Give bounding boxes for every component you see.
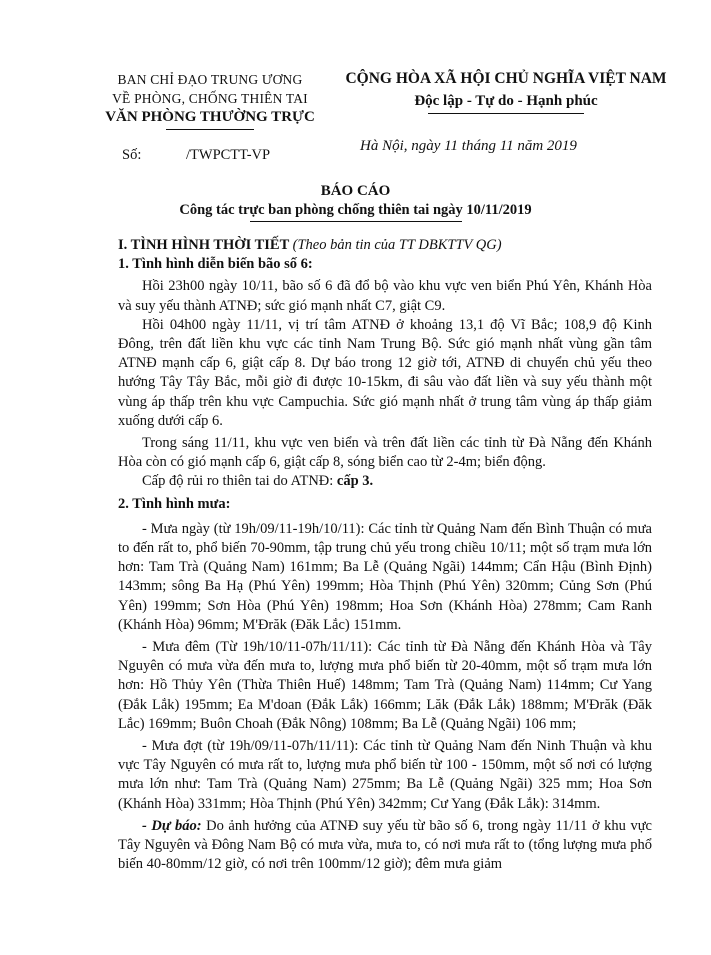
section-heading-text: I. TÌNH HÌNH THỜI TIẾT [118,237,289,253]
risk-level-text: Cấp độ rủi ro thiên tai do ATNĐ: [142,473,337,490]
country-name: CỘNG HÒA XÃ HỘI CHỦ NGHĨA VIỆT NAM [345,70,667,87]
section-heading-note: (Theo bản tin của TT DBKTTV QG) [292,237,502,253]
document-number [122,147,270,164]
paragraph: Trong sáng 11/11, khu vực ven biển và trên đất liền các tỉnh từ Đà Nẵng đến Khánh Hòa còn có gió mạnh cấp 6, giật cấp 8, sóng biển cao từ 2-4m; biển động. [118,435,652,471]
subsection-rain: 2. Tình hình mưa: [118,495,231,512]
report-title: BÁO CÁO [320,183,391,199]
risk-level-paragraph [118,472,652,491]
report-body [118,236,652,875]
section-heading-weather [118,236,652,255]
document-date: Hà Nội, ngày 11 tháng 11 năm 2019 [360,138,577,154]
national-header [322,68,690,114]
paragraph: - Mưa đêm (Từ 19h/10/11-07h/11/11): Các tỉnh từ Đà Nẵng đến Khánh Hòa và Tây Nguyên có mưa vừa đến mưa to, lượng mưa phổ biến từ 20-40mm, một số trạm mưa lớn hơn: Hồ Thủy Yên (Thừa Thiên Huế) 148mm; Tam Trà (Quảng Nam) 114mm; Cư Yang (Đắk Lắk) 195mm; Ea M'doan (Đắk Lắk) 166mm; Lăk (Đắk Lắk) 188mm; M'Đrăk (Đăk Lắc) 169mm; Buôn Choah (Đắk Nông) 108mm; Ba Lễ (Quảng Ngãi) 106 mm; [118,639,652,732]
forecast-paragraph [118,817,652,875]
forecast-label: - Dự báo: [142,817,202,834]
paragraph: - Mưa ngày (từ 19h/09/11-19h/10/11): Các tỉnh từ Quảng Nam đến Bình Thuận có mưa to đến rất to, phổ biến 70-90mm, tập trung chủ yếu trong chiều 10/11; một số trạm mưa lớn hơn: Tam Trà (Quảng Nam) 161mm; Ba Lễ (Quảng Ngãi) 144mm; Cẩn Hậu (Bình Định) 143mm; sông Ba Hạ (Phú Yên) 199mm; Hòa Thịnh (Phú Yên) 320mm; Củng Sơn (Phú Yên) 199mm; Sơn Hòa (Phú Yên) 198mm; Hoa Sơn (Khánh Hòa) 278mm; Cam Ranh (Khánh Hòa) 96mm; M'Đrăk (Đăk Lắc) 151mm. [118,520,652,633]
national-motto: Độc lập - Tự do - Hạnh phúc [414,93,598,109]
report-subtitle-text: Công tác trực ban phòng chống thiên tai ngày 10/11/2019 [179,202,532,218]
paragraph: Hồi 23h00 ngày 10/11, bão số 6 đã đổ bộ vào khu vực ven biển Phú Yên, Khánh Hòa và suy yếu thành ATNĐ; sức gió mạnh nhất C7, giật C9. [118,278,652,314]
agency-line-2: VỀ PHÒNG, CHỐNG THIÊN TAI [112,91,308,106]
subtitle-underline [250,221,462,222]
motto-underline [428,113,584,114]
risk-level-value: cấp 3. [336,473,374,490]
agency-line-3: VĂN PHÒNG THƯỜNG TRỰC [105,109,315,125]
agency-line-1: BAN CHỈ ĐẠO TRUNG ƯƠNG [117,72,303,87]
document-number-label: Số: [122,147,142,163]
document-number-value: /TWPCTT-VP [186,147,271,163]
agency-underline [166,129,254,130]
forecast-text: Do ảnh hưởng của ATNĐ suy yếu từ bão số 6, trong ngày 11/11 ở khu vực Tây Nguyên và Đông Nam Bộ có mưa vừa, mưa to, có nơi mưa rất to (tổng lượng mưa phổ biến 40-80mm/12 giờ, có nơi trên 100mm/12 giờ); đêm mưa giảm [118,817,652,873]
paragraph: - Mưa đợt (từ 19h/09/11-07h/11/11): Các tỉnh từ Quảng Nam đến Ninh Thuận và khu vực Tây Nguyên có mưa rất to, lượng mưa phổ biến từ 100 - 150mm, một số nơi có lượng mưa lớn như: Tam Trà (Quảng Nam) 275mm; Ba Lễ (Quảng Ngãi) 325 mm; Hoa Sơn (Khánh Hòa) 331mm; Hòa Thịnh (Phú Yên) 342mm; Cư Yang (Đắk Lắk): 314mm. [118,738,652,812]
paragraph: Hồi 04h00 ngày 11/11, vị trí tâm ATNĐ ở khoảng 13,1 độ Vĩ Bắc; 108,9 độ Kinh Đông, trên đất liền khu vực các tỉnh Nam Trung Bộ. Sức gió mạnh nhất vùng gần tâm ATNĐ mạnh cấp 6, giật cấp 8. Dự báo trong 12 giờ tới, ATNĐ di chuyển chủ yếu theo hướng Tây Tây Bắc, mỗi giờ đi được 10-15km, đi sâu vào đất liền và suy yếu thành một vùng áp thấp trên khu vực Campuchia. Sức gió mạnh nhất ở trung tâm vùng áp thấp giảm xuống dưới cấp 6. [118,316,652,429]
issuing-agency [86,70,334,130]
report-subtitle [0,202,711,222]
subsection-storm: 1. Tình hình diễn biến bão số 6: [118,256,313,273]
